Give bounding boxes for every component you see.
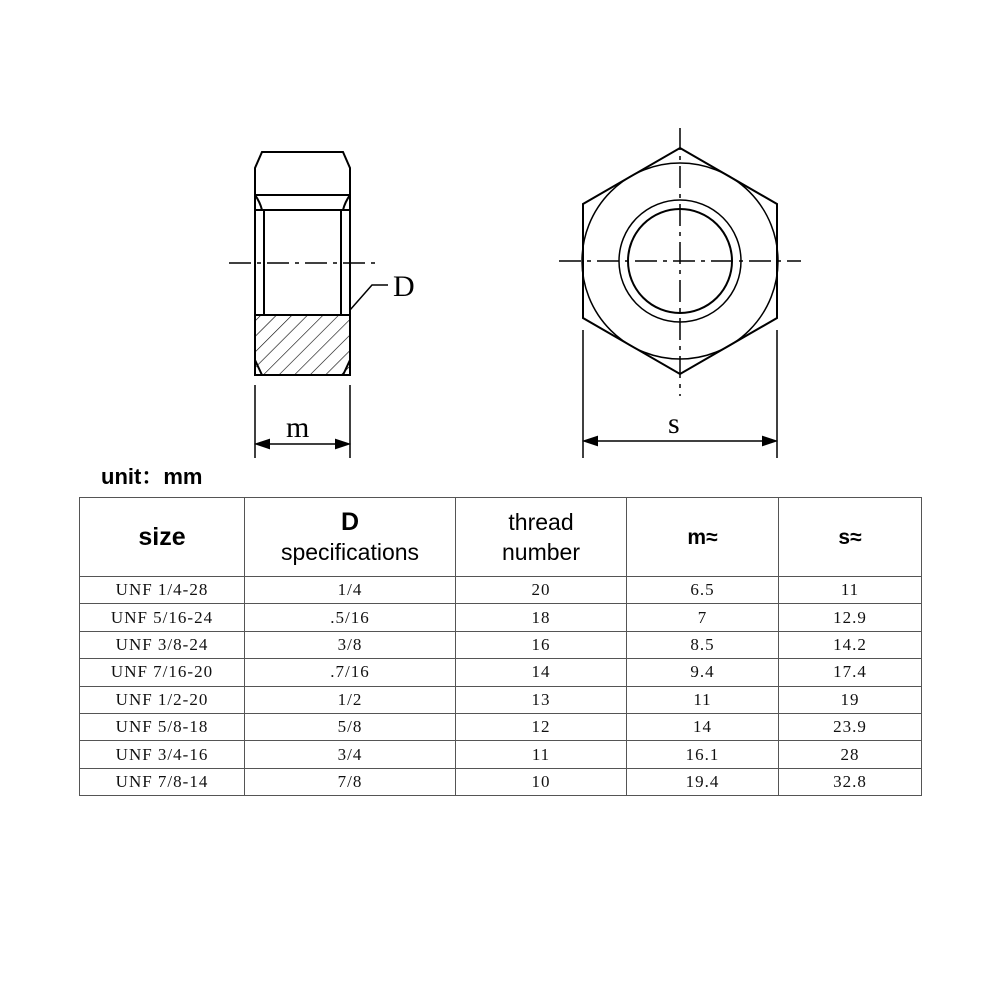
cell-d: .5/16 [245, 604, 456, 631]
cell-m: 9.4 [627, 659, 779, 686]
d-leader-line [350, 285, 388, 310]
cell-d: 3/8 [245, 631, 456, 658]
s-dimension-label: s [668, 407, 680, 440]
cell-size: UNF 5/16-24 [80, 604, 245, 631]
table-row [80, 768, 922, 795]
header-size: size [80, 498, 245, 577]
cell-size: UNF 3/4-16 [80, 741, 245, 768]
technical-drawing [0, 0, 1000, 470]
cell-d: 3/4 [245, 741, 456, 768]
cell-d: 7/8 [245, 768, 456, 795]
cell-m: 19.4 [627, 768, 779, 795]
cell-thread: 13 [456, 686, 627, 713]
cell-s: 14.2 [779, 631, 922, 658]
table-row [80, 713, 922, 740]
cell-size: UNF 7/8-14 [80, 768, 245, 795]
table-header-row [80, 498, 922, 577]
cell-d: 1/4 [245, 577, 456, 604]
cell-size: UNF 7/16-20 [80, 659, 245, 686]
cell-size: UNF 3/8-24 [80, 631, 245, 658]
thread-section-hatch [255, 315, 350, 375]
cell-thread: 16 [456, 631, 627, 658]
table-row [80, 741, 922, 768]
spec-table [79, 497, 922, 796]
table-row [80, 577, 922, 604]
cell-thread: 11 [456, 741, 627, 768]
header-thread-number: thread number [456, 498, 627, 577]
cell-d: .7/16 [245, 659, 456, 686]
cell-thread: 12 [456, 713, 627, 740]
cell-size: UNF 1/2-20 [80, 686, 245, 713]
m-dimension-label: m [286, 411, 310, 444]
cell-thread: 18 [456, 604, 627, 631]
cell-d: 5/8 [245, 713, 456, 740]
cell-s: 12.9 [779, 604, 922, 631]
cell-d: 1/2 [245, 686, 456, 713]
cell-thread: 14 [456, 659, 627, 686]
header-s: s≈ [779, 498, 922, 577]
cell-size: UNF 5/8-18 [80, 713, 245, 740]
cell-size: UNF 1/4-28 [80, 577, 245, 604]
cell-m: 7 [627, 604, 779, 631]
table-row [80, 659, 922, 686]
cell-m: 11 [627, 686, 779, 713]
header-d-specifications: D specifications [245, 498, 456, 577]
cell-thread: 10 [456, 768, 627, 795]
table-row [80, 631, 922, 658]
table-row [80, 604, 922, 631]
cell-s: 17.4 [779, 659, 922, 686]
cell-m: 16.1 [627, 741, 779, 768]
unit-label: unit：mm [101, 464, 203, 489]
cell-s: 11 [779, 577, 922, 604]
header-m: m≈ [627, 498, 779, 577]
cell-m: 14 [627, 713, 779, 740]
cell-s: 28 [779, 741, 922, 768]
cell-m: 6.5 [627, 577, 779, 604]
cell-s: 32.8 [779, 768, 922, 795]
nut-front-view [559, 128, 801, 458]
cell-s: 19 [779, 686, 922, 713]
cell-s: 23.9 [779, 713, 922, 740]
d-dimension-label: D [393, 270, 415, 303]
table-row [80, 686, 922, 713]
cell-thread: 20 [456, 577, 627, 604]
cell-m: 8.5 [627, 631, 779, 658]
